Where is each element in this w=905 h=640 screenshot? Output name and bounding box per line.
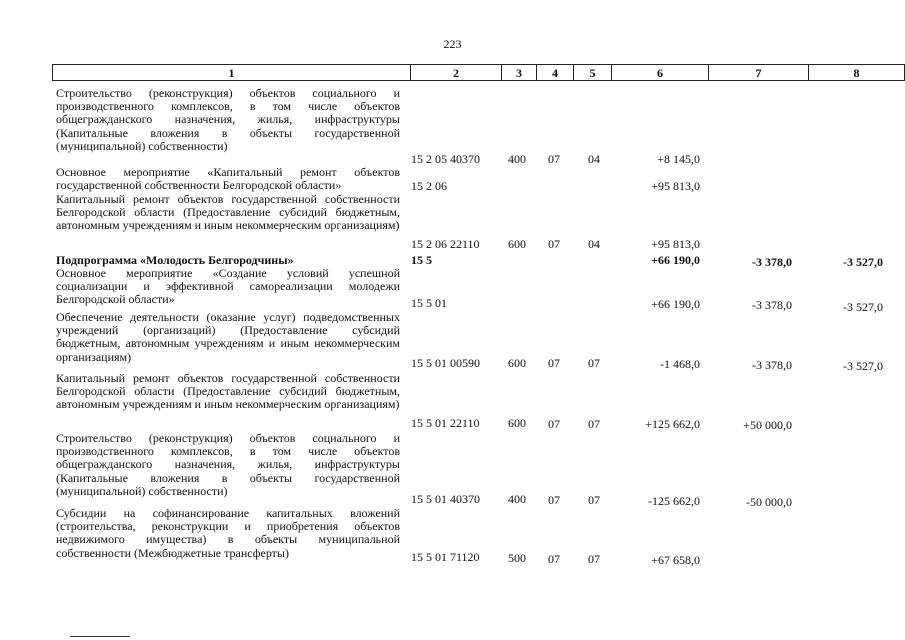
row-col-5: 07 (588, 493, 600, 507)
row-description: Капитальный ремонт объектов государственной собственности Белгородской области (Предоставление субсидий бюджетным, автономным учреждениям и иным некоммерческим организациям) (56, 371, 400, 412)
row-col-3: 400 (508, 492, 526, 506)
row-col-7: +50 000,0 (743, 418, 792, 432)
row-code: 15 2 06 22110 (411, 237, 480, 251)
row-col-4: 07 (548, 152, 560, 166)
row-description: Субсидии на софинансирование капитальных вложений (строительства, реконструкции и приобретения объектов недвижимого имущества) в объекты муниципальной собственности (Межбюджетные трансферты) (56, 506, 400, 560)
header-col-8: 8 (808, 64, 905, 81)
row-col-7: -3 378,0 (752, 358, 792, 372)
page-number: 223 (443, 37, 462, 51)
row-col-7: -3 378,0 (752, 298, 792, 312)
row-col-5: 04 (588, 237, 600, 251)
row-col-4: 07 (548, 356, 560, 370)
row-col-6: +67 658,0 (651, 553, 700, 567)
row-description: Обеспечение деятельности (оказание услуг) подведомственных учреждений (организаций) (Предоставление субсидий бюджетным, автономным учреждениям и иным некоммерческим организациям) (56, 310, 400, 364)
row-col-6: +66 190,0 (651, 253, 700, 267)
row-col-5: 07 (588, 552, 600, 566)
row-description: Строительство (реконструкция) объектов социального и производственного комплексов, в том числе объектов общегражданского назначения, жилья, инфраструктуры (Капитальные вложения в объекты государственной (муниципальной) собственности) (56, 86, 400, 153)
row-col-6: +95 813,0 (651, 179, 700, 193)
row-code: 15 5 01 22110 (411, 416, 480, 430)
row-description: Подпрограмма «Молодость Белгородчины» (56, 253, 294, 267)
row-code: 15 5 01 40370 (411, 492, 480, 506)
footnote-rule (70, 636, 130, 637)
row-col-8: -3 527,0 (843, 300, 883, 314)
row-col-7: -3 378,0 (752, 255, 792, 269)
row-col-3: 400 (508, 152, 526, 166)
header-col-5: 5 (573, 64, 612, 81)
row-col-5: 07 (588, 417, 600, 431)
row-col-6: +8 145,0 (657, 152, 700, 166)
row-col-3: 600 (508, 237, 526, 251)
row-col-4: 07 (548, 417, 560, 431)
row-col-6: -1 468,0 (660, 357, 700, 371)
row-code: 15 2 05 40370 (411, 152, 480, 166)
row-description: Основное мероприятие «Создание условий успешной социализации и эффективной самореализации молодежи Белгородской области» (56, 266, 400, 307)
row-code: 15 2 06 (411, 179, 447, 193)
row-description: Строительство (реконструкция) объектов социального и производственного комплексов, в том числе объектов общегражданского назначения, жилья, инфраструктуры (Капитальные вложения в объекты государственной (муниципальной) собственности) (56, 431, 400, 498)
row-description: Капитальный ремонт объектов государственной собственности Белгородской области (Предоставление субсидий бюджетным, автономным учреждениям и иным некоммерческим организациям) (56, 192, 400, 233)
row-code: 15 5 01 00590 (411, 356, 480, 370)
row-col-6: +66 190,0 (651, 297, 700, 311)
header-col-4: 4 (536, 64, 574, 81)
row-col-4: 07 (548, 237, 560, 251)
row-col-4: 07 (548, 552, 560, 566)
row-code: 15 5 (411, 253, 432, 267)
row-col-8: -3 527,0 (843, 359, 883, 373)
row-col-8: -3 527,0 (843, 255, 883, 269)
header-col-2: 2 (410, 64, 502, 81)
row-col-6: -125 662,0 (648, 494, 700, 508)
row-col-6: +95 813,0 (651, 237, 700, 251)
row-col-5: 07 (588, 356, 600, 370)
row-col-7: -50 000,0 (746, 495, 792, 509)
row-col-5: 04 (588, 152, 600, 166)
table-header (52, 64, 905, 82)
row-col-6: +125 662,0 (645, 417, 700, 431)
row-col-3: 500 (508, 551, 526, 565)
row-description: Основное мероприятие «Капитальный ремонт объектов государственной собственности Белгородской области» (56, 165, 400, 193)
row-col-3: 600 (508, 356, 526, 370)
row-code: 15 5 01 (411, 296, 447, 310)
header-col-3: 3 (501, 64, 537, 81)
header-col-1: 1 (52, 64, 411, 81)
row-code: 15 5 01 71120 (411, 550, 480, 564)
header-col-7: 7 (708, 64, 809, 81)
header-col-6: 6 (611, 64, 709, 81)
row-col-3: 600 (508, 416, 526, 430)
row-col-4: 07 (548, 493, 560, 507)
